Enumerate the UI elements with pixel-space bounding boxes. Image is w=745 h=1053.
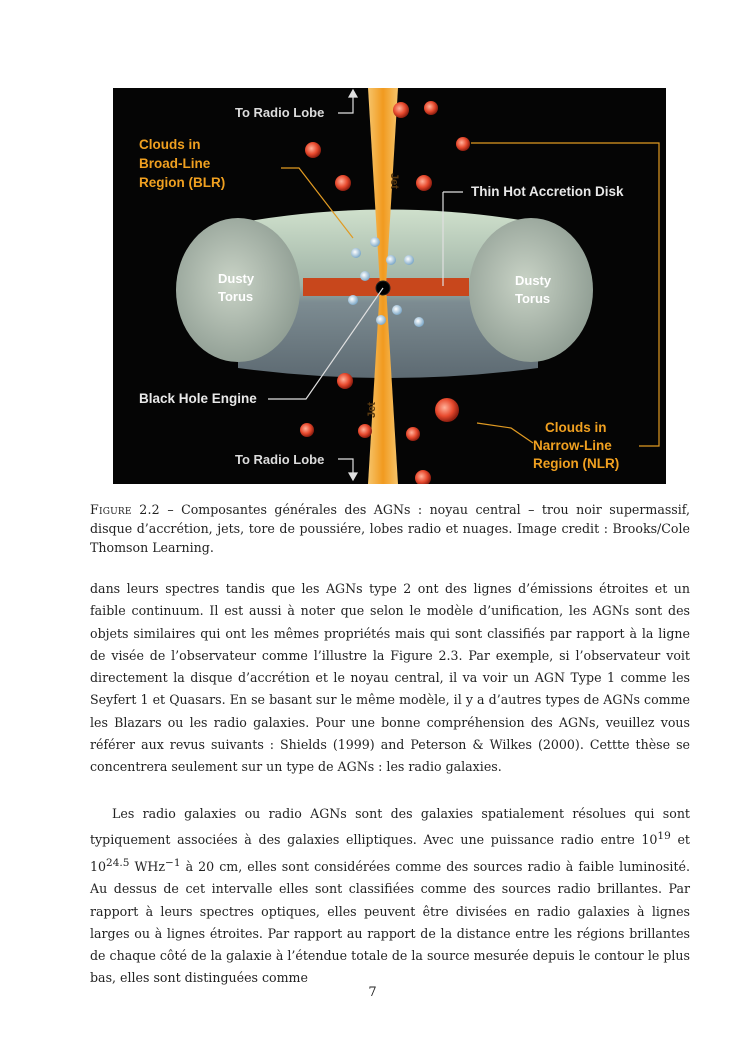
nlr-cloud: [435, 398, 459, 422]
torus-left-line2: Torus: [218, 289, 254, 304]
jet-bottom-label: Jet: [366, 402, 378, 418]
blr-cloud: [351, 248, 361, 258]
blr-label-line1: Clouds in: [139, 137, 201, 152]
blr-cloud: [414, 317, 424, 327]
nlr-label-line3: Region (NLR): [533, 456, 620, 471]
blr-cloud: [404, 255, 414, 265]
blr-label-line2: Broad-Line: [139, 156, 211, 171]
nlr-cloud: [416, 175, 432, 191]
blr-cloud: [376, 315, 386, 325]
caption-label: Figure 2.2: [90, 502, 160, 517]
torus-right-end: [469, 218, 593, 362]
blr-label-line3: Region (BLR): [139, 175, 226, 190]
p2-part-d: à 20 cm, elles sont considérées comme des sources radio à faible luminosité. Au dessus de cet intervalle elles sont classifiées comme des sources radio brillantes. Par rapport à leurs spectres optiques, elles peuvent être divisées en radio galaxies à lignes larges ou à lignes étroites. Par rapport au rapport de la distance entre les régions brillantes de chaque côté de la galaxie à l’étendue totale de la source mesurée depuis le contour le plus bas, elles sont distinguées comme: [90, 858, 690, 986]
p2-part-c: WHz: [129, 858, 166, 874]
nlr-label-line1: Clouds in: [545, 420, 607, 435]
blr-cloud: [392, 305, 402, 315]
nlr-cloud: [406, 427, 420, 441]
p2-sup-3: −1: [165, 856, 181, 869]
nlr-cloud: [393, 102, 409, 118]
torus-right-line1: Dusty: [515, 273, 552, 288]
blr-cloud: [360, 271, 370, 281]
nlr-cloud: [305, 142, 321, 158]
radio-lobe-top-text: To Radio Lobe: [235, 105, 325, 120]
page-number: 7: [368, 985, 377, 1000]
nlr-cloud: [337, 373, 353, 389]
paragraph-2: [90, 803, 690, 990]
figure-caption: [90, 500, 690, 557]
nlr-cloud: [456, 137, 470, 151]
p2-sup-1: 19: [657, 830, 671, 843]
radio-lobe-bottom-text: To Radio Lobe: [235, 452, 325, 467]
nlr-cloud: [335, 175, 351, 191]
nlr-label-line2: Narrow-Line: [533, 438, 612, 453]
p2-part-b: et 10: [90, 832, 690, 874]
blr-cloud: [348, 295, 358, 305]
agn-diagram: [113, 88, 666, 484]
black-hole-text: Black Hole Engine: [139, 391, 257, 406]
torus-right-line2: Torus: [515, 291, 551, 306]
paragraph-1: dans leurs spectres tandis que les AGNs type 2 ont des lignes d’émissions étroites et un faible continuum. Il est aussi à noter que selon le modèle d’unification, les AGNs sont des objets similaires qui ont les mêmes propriétés mais qui sont classifiés par rapport à la ligne de visée de l’observateur comme l’illustre la Figure 2.3. Par exemple, si l’observateur voit directement la disque d’accrétion et le noyau central, il va voir un AGN Type 1 comme les Seyfert 1 et Quasars. En se basant sur le même modèle, il y a d’autres types de AGNs comme les Blazars ou les radio galaxies. Pour une bonne compréhension des AGNs, veuillez vous référer aux revus suivants : Shields (1999) and Peterson & Wilkes (2000). Cettte thèse se concentrera seulement sur un type de AGNs : les radio galaxies.: [90, 581, 690, 775]
blr-cloud: [386, 255, 396, 265]
p2-part-a: Les radio galaxies ou radio AGNs sont des galaxies spatialement résolues qui sont typiquement associées à des galaxies elliptiques. Avec une puissance radio entre 10: [90, 806, 690, 848]
p2-sup-2: 24.5: [106, 856, 130, 869]
caption-text: – Composantes générales des AGNs : noyau central – trou noir supermassif, disque d’accrétion, jets, tore de poussiére, lobes radio et nuages. Image credit : Brooks/Cole Thomson Learning.: [90, 502, 690, 555]
jet-top-label: Jet: [388, 173, 400, 189]
agn-figure: [113, 88, 666, 484]
nlr-cloud: [300, 423, 314, 437]
nlr-cloud: [424, 101, 438, 115]
nlr-cloud: [358, 424, 372, 438]
blr-cloud: [370, 237, 380, 247]
torus-left-line1: Dusty: [218, 271, 255, 286]
accretion-disk-text: Thin Hot Accretion Disk: [471, 184, 624, 199]
